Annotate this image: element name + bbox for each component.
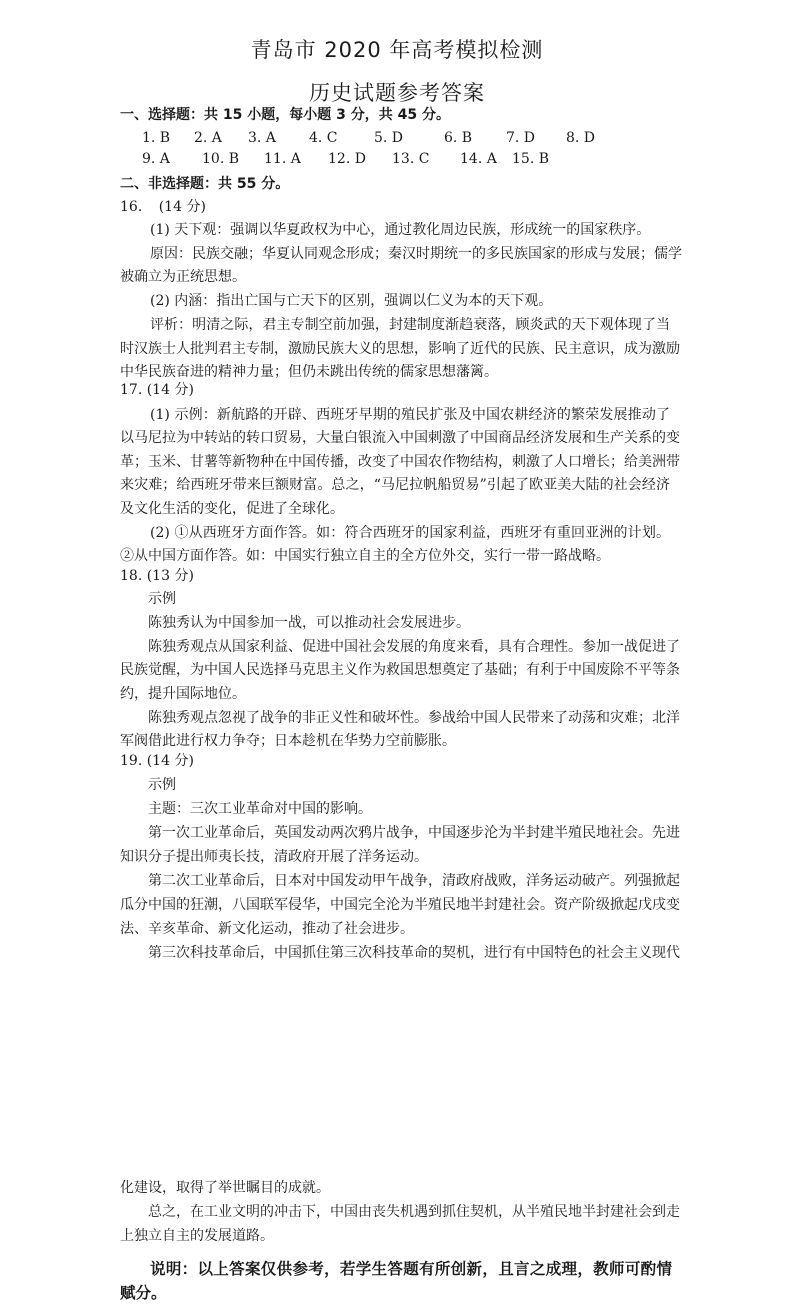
q19-line: 第二次工业革命后，日本对中国发动甲午战争，清政府战败，洋务运动破产。列强掀起: [148, 873, 680, 889]
q17-line: (2) ①从西班牙方面作答。如：符合西班牙的国家利益，西班牙有重回亚洲的计划。: [150, 525, 670, 541]
question-number: 16.: [120, 199, 143, 215]
q19-line: 示例: [148, 777, 176, 793]
section2-heading: 二、非选择题：共 55 分。: [120, 176, 290, 192]
answer-item: 2. A: [194, 130, 222, 146]
answer-item: 7. D: [506, 130, 536, 146]
q17-line: 革；玉米、甘薯等新物种在中国传播，改变了中国农作物结构，刺激了人口增长；给美洲带: [120, 454, 680, 470]
answer-item: 5. D: [374, 130, 404, 146]
answer-item: 6. B: [444, 130, 473, 146]
q17-line: ②从中国方面作答。如：中国实行独立自主的全方位外交，实行一带一路战略。: [120, 548, 610, 564]
q18-line: 军阀借此进行权力争夺；日本趁机在华势力空前膨胀。: [120, 733, 456, 749]
answer-item: 1. B: [142, 130, 171, 146]
answer-item: 13. C: [392, 151, 430, 167]
q18-line: 示例: [148, 591, 176, 607]
question-17-label: 17. (14 分): [120, 382, 194, 398]
q18-line: 陈独秀观点忽视了战争的非正义性和破坏性。参战给中国人民带来了动荡和灾难；北洋: [148, 710, 680, 726]
q16-line: 原因：民族交融；华夏认同观念形成；秦汉时期统一的多民族国家的形成与发展；儒学: [150, 246, 682, 262]
q19-line: 知识分子提出师夷长技，清政府开展了洋务运动。: [120, 849, 428, 865]
q17-line: 来灾难；给西班牙带来巨额财富。总之，“马尼拉帆船贸易”引起了欧亚美大陆的社会经济: [120, 477, 670, 493]
q17-line: (1) 示例：新航路的开辟、西班牙早期的殖民扩张及中国农耕经济的繁荣发展推动了: [150, 407, 670, 423]
q18-line: 民族觉醒，为中国人民选择马克思主义作为救国思想奠定了基础；有利于中国废除不平等条: [120, 662, 680, 678]
q19-line: 上独立自主的发展道路。: [120, 1228, 274, 1244]
question-19-label: 19. (14 分): [120, 753, 194, 769]
answer-item: 3. A: [248, 130, 276, 146]
q16-line: 评析：明清之际，君主专制空前加强，封建制度渐趋衰落，顾炎武的天下观体现了当: [150, 317, 670, 333]
answer-item: 15. B: [512, 151, 550, 167]
q19-line: 瓜分中国的狂潮，八国联军侵华，中国完全沦为半殖民地半封建社会。资产阶级掀起戊戌变: [120, 897, 680, 913]
q18-line: 约，提升国际地位。: [120, 686, 246, 702]
footer-note-line2: 赋分。: [120, 1284, 167, 1302]
q17-line: 以马尼拉为中转站的转口贸易，大量白银流入中国刺激了中国商品经济发展和生产关系的变: [120, 430, 680, 446]
answer-item: 4. C: [309, 130, 338, 146]
answer-item: 9. A: [142, 151, 170, 167]
question-16-label: [120, 198, 206, 216]
q18-line: 陈独秀观点从国家利益、促进中国社会发展的角度来看，具有合理性。参加一战促进了: [148, 639, 680, 655]
q16-line: 时汉族士人批判君主专制，激励民族大义的思想，影响了近代的民族、民主意识，成为激励: [120, 341, 680, 357]
q19-line: 第一次工业革命后，英国发动两次鸦片战争，中国逐步沦为半封建半殖民地社会。先进: [148, 825, 680, 841]
q19-line: 总之，在工业文明的冲击下，中国由丧失机遇到抓住契机，从半殖民地半封建社会到走: [148, 1204, 680, 1220]
answer-item: 11. A: [264, 151, 301, 167]
q19-line: 主题：三次工业革命对中国的影响。: [148, 801, 372, 817]
q16-line: (2) 内涵：指出亡国与亡天下的区别，强调以仁义为本的天下观。: [150, 293, 553, 309]
section1-heading: 一、选择题：共 15 小题，每小题 3 分，共 45 分。: [120, 107, 450, 123]
answer-item: 12. D: [328, 151, 366, 167]
q16-line: 中华民族奋进的精神力量；但仍未跳出传统的儒家思想藩篱。: [120, 364, 498, 380]
q19-line: 化建设，取得了举世瞩目的成就。: [120, 1180, 330, 1196]
question-score: (14 分): [158, 199, 206, 215]
q16-line: (1) 天下观：强调以华夏政权为中心，通过教化周边民族，形成统一的国家秩序。: [150, 222, 651, 238]
answer-item: 8. D: [566, 130, 596, 146]
q18-line: 陈独秀认为中国参加一战，可以推动社会发展进步。: [148, 615, 470, 631]
q19-line: 法、辛亥革命、新文化运动，推动了社会进步。: [120, 921, 414, 937]
q19-line: 第三次科技革命后，中国抓住第三次科技革命的契机，进行有中国特色的社会主义现代: [148, 945, 680, 961]
q16-line: 被确立为正统思想。: [120, 269, 246, 285]
page-subtitle: 历史试题参考答案: [309, 81, 485, 105]
page-title: 青岛市 2020 年高考模拟检测: [250, 38, 544, 62]
answer-item: 14. A: [460, 151, 497, 167]
footer-note-line1: 说明：以上答案仅供参考，若学生答题有所创新，且言之成理，教师可酌情: [150, 1260, 672, 1278]
answer-item: 10. B: [202, 151, 240, 167]
q17-line: 及文化生活的变化，促进了全球化。: [120, 501, 344, 517]
question-18-label: 18. (13 分): [120, 568, 194, 584]
